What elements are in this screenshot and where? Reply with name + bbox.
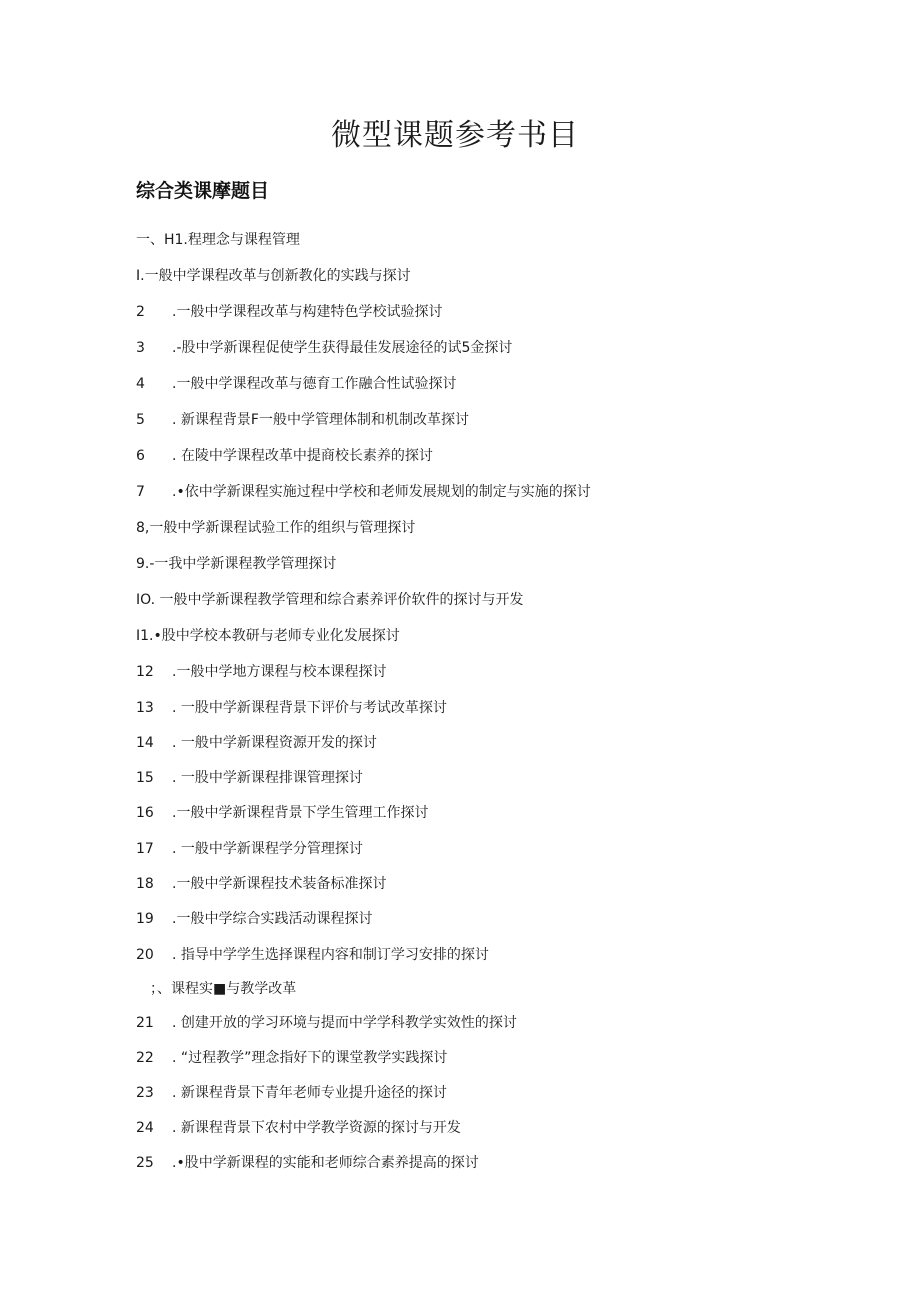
- list-item: 6 . 在陵中学课程改革中提商校长素养的探讨: [136, 448, 433, 464]
- document-title: 微型课题参考书目: [331, 118, 579, 153]
- list-item: 7 .•依中学新课程实施过程中学校和老师发展规划的制定与实施的探讨: [136, 484, 591, 500]
- list-item: I1.•股中学校本教研与老师专业化发展探讨: [136, 628, 400, 644]
- outline-heading: 一、H1.程理念与课程管理: [136, 232, 300, 248]
- list-item: I.一般中学课程改革与创新教化的实践与探讨: [136, 268, 411, 284]
- list-item: 17 . 一般中学新课程学分管理探讨: [136, 841, 363, 857]
- list-item: 22 . “过程教学”理念指好下的课堂教学实践探讨: [136, 1050, 448, 1066]
- list-item: 4 .一般中学课程改革与德育工作融合性试验探讨: [136, 376, 457, 392]
- list-item: 16 .一般中学新课程背景下学生管理工作探讨: [136, 805, 429, 821]
- list-item: 12 .一般中学地方课程与校本课程探讨: [136, 664, 387, 680]
- list-item: 23 . 新课程背景下青年老师专业提升途径的探讨: [136, 1085, 447, 1101]
- list-item: 13 . 一股中学新课程背景下评价与考试改革探讨: [136, 700, 447, 716]
- list-item: 25 .•股中学新课程的实能和老师综合素养提高的探讨: [136, 1155, 479, 1171]
- list-item: 2 .一般中学课程改革与构建特色学校试验探讨: [136, 304, 443, 320]
- list-item: 18 .一般中学新课程技术装备标准探讨: [136, 876, 387, 892]
- list-item: 9.-一我中学新课程教学管理探讨: [136, 556, 337, 572]
- list-item: 20 . 指导中学学生选择课程内容和制订学习安排的探讨: [136, 947, 489, 963]
- list-item: 15 . 一股中学新课程排课管理探讨: [136, 770, 363, 786]
- list-item: 19 .一般中学综合实践活动课程探讨: [136, 911, 373, 927]
- list-item: 5 . 新课程背景F一般中学管理体制和机制改革探讨: [136, 412, 469, 428]
- list-item: 8,一般中学新课程试验工作的组织与管理探讨: [136, 520, 416, 536]
- list-item: 24 . 新课程背景下农村中学教学资源的探讨与开发: [136, 1120, 461, 1136]
- outline-heading: ；、课程实■与教学改革: [150, 981, 297, 997]
- list-item: IO. 一般中学新课程教学管理和综合素养评价软件的探讨与开发: [136, 592, 524, 608]
- list-item: 21 . 创建开放的学习环境与提而中学学科教学实效性的探讨: [136, 1015, 517, 1031]
- section-heading: 综合类课摩题目: [136, 180, 270, 202]
- list-item: 3 .-股中学新课程促使学生获得最佳发展途径的试5金探讨: [136, 340, 513, 356]
- list-item: 14 . 一般中学新课程资源开发的探讨: [136, 735, 377, 751]
